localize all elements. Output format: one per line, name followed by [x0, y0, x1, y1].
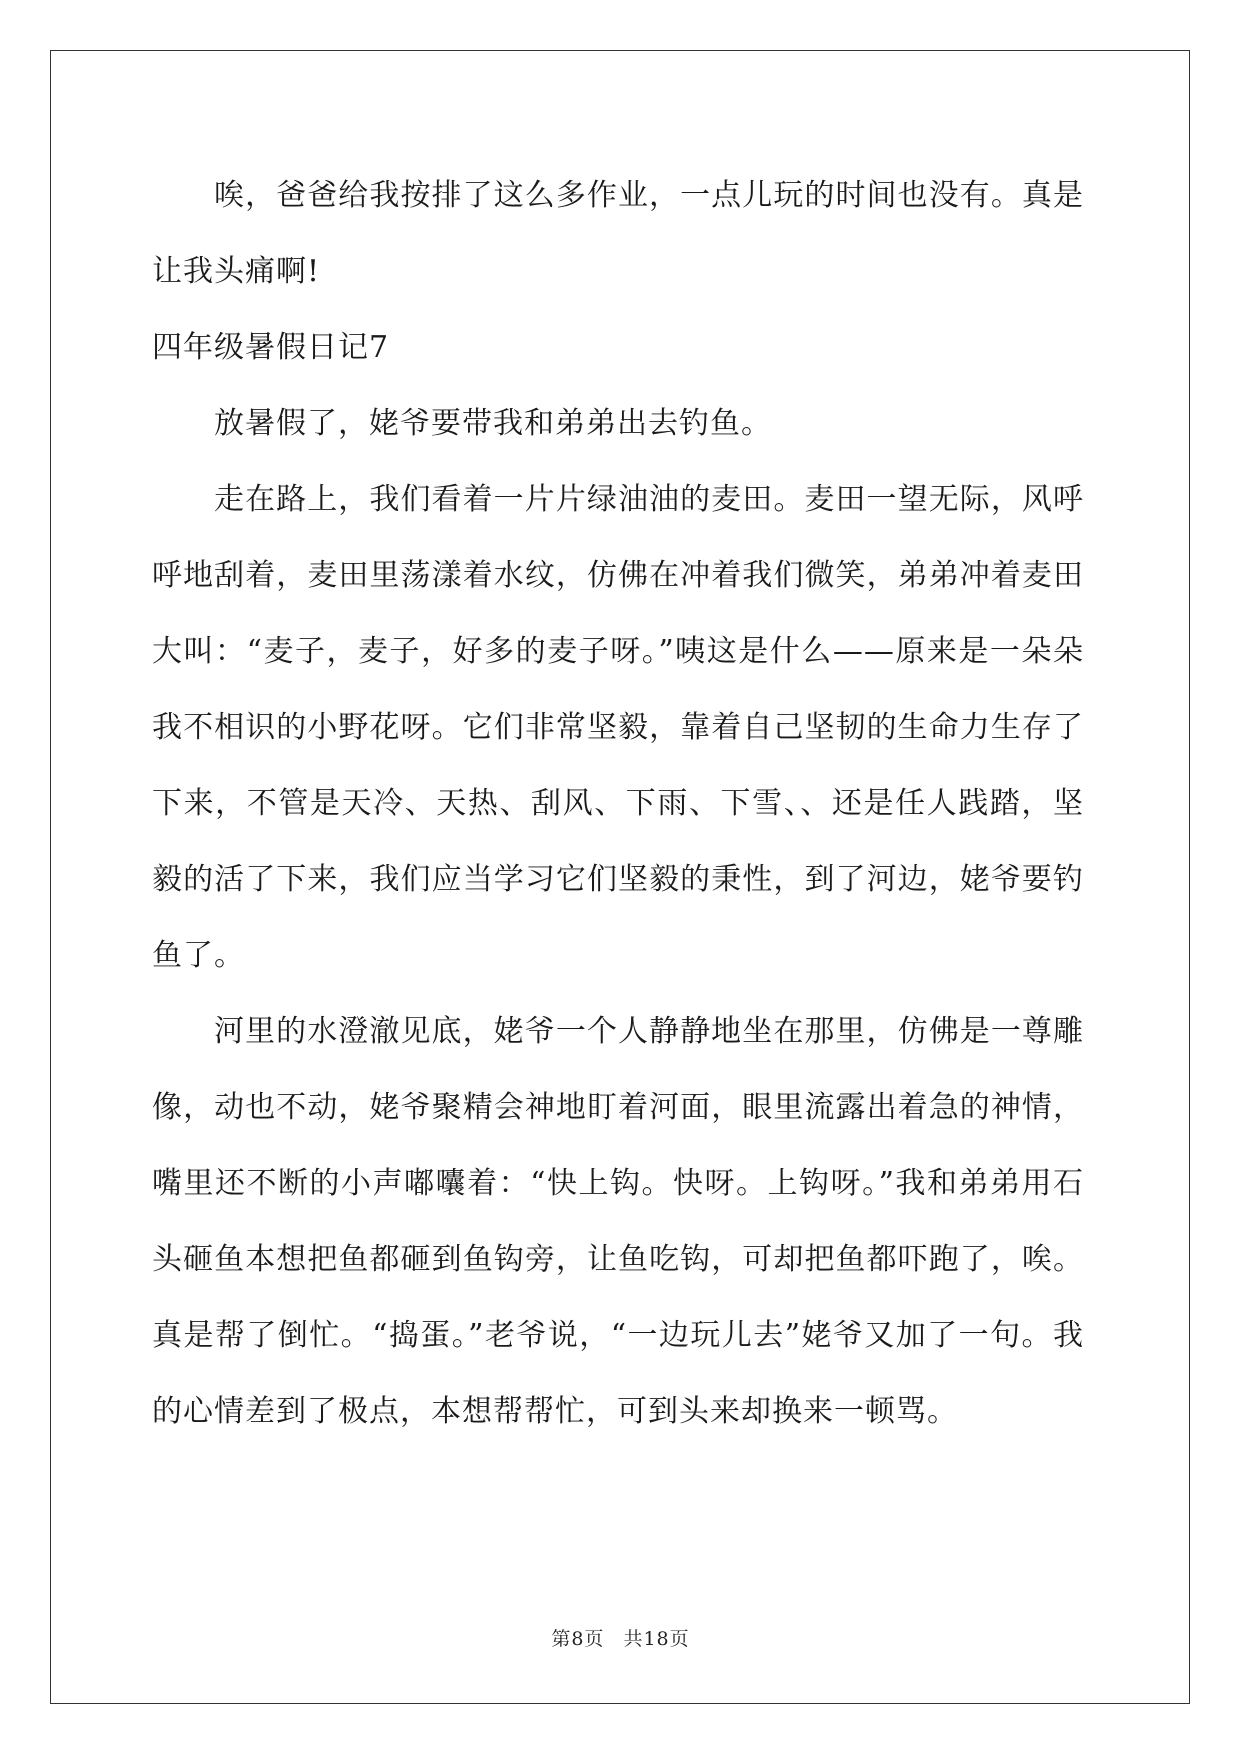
page-number: 第8页: [551, 1628, 605, 1650]
paragraph-4: 河里的水澄澈见底，姥爷一个人静静地坐在那里，仿佛是一尊雕像，动也不动，姥爷聚精会神地盯着河面，眼里流露出着急的神情，嘴里还不断的小声嘟囔着：“快上钩。快呀。上钩呀。”我和弟弟用石头砸鱼本想把鱼都砸到鱼钩旁，让鱼吃钩，可却把鱼都吓跑了，唉。真是帮了倒忙。“捣蛋。”老爷说，“一边玩儿去”姥爷又加了一句。我的心情差到了极点，本想帮帮忙，可到头来却换来一顿骂。: [152, 1014, 1084, 1429]
paragraph-3: 走在路上，我们看着一片片绿油油的麦田。麦田一望无际，风呼呼地刮着，麦田里荡漾着水纹，仿佛在冲着我们微笑，弟弟冲着麦田大叫：“麦子，麦子，好多的麦子呀。”咦这是什么——原来是一朵朵我不相识的小野花呀。它们非常坚毅，靠着自己坚韧的生命力生存了下来，不管是天冷、天热、刮风、下雨、下雪、、还是任人践踏，坚毅的活了下来，我们应当学习它们坚毅的秉性，到了河边，姥爷要钓鱼了。: [152, 482, 1084, 973]
paragraph-2: 放暑假了，姥爷要带我和弟弟出去钓鱼。: [214, 406, 772, 441]
page-total: 共18页: [623, 1628, 690, 1650]
document-body: [152, 158, 1084, 1450]
page-footer: [0, 1624, 1241, 1651]
section-heading: 四年级暑假日记7: [152, 330, 390, 365]
paragraph-1: 唉，爸爸给我按排了这么多作业，一点儿玩的时间也没有。真是让我头痛啊!: [152, 178, 1084, 289]
